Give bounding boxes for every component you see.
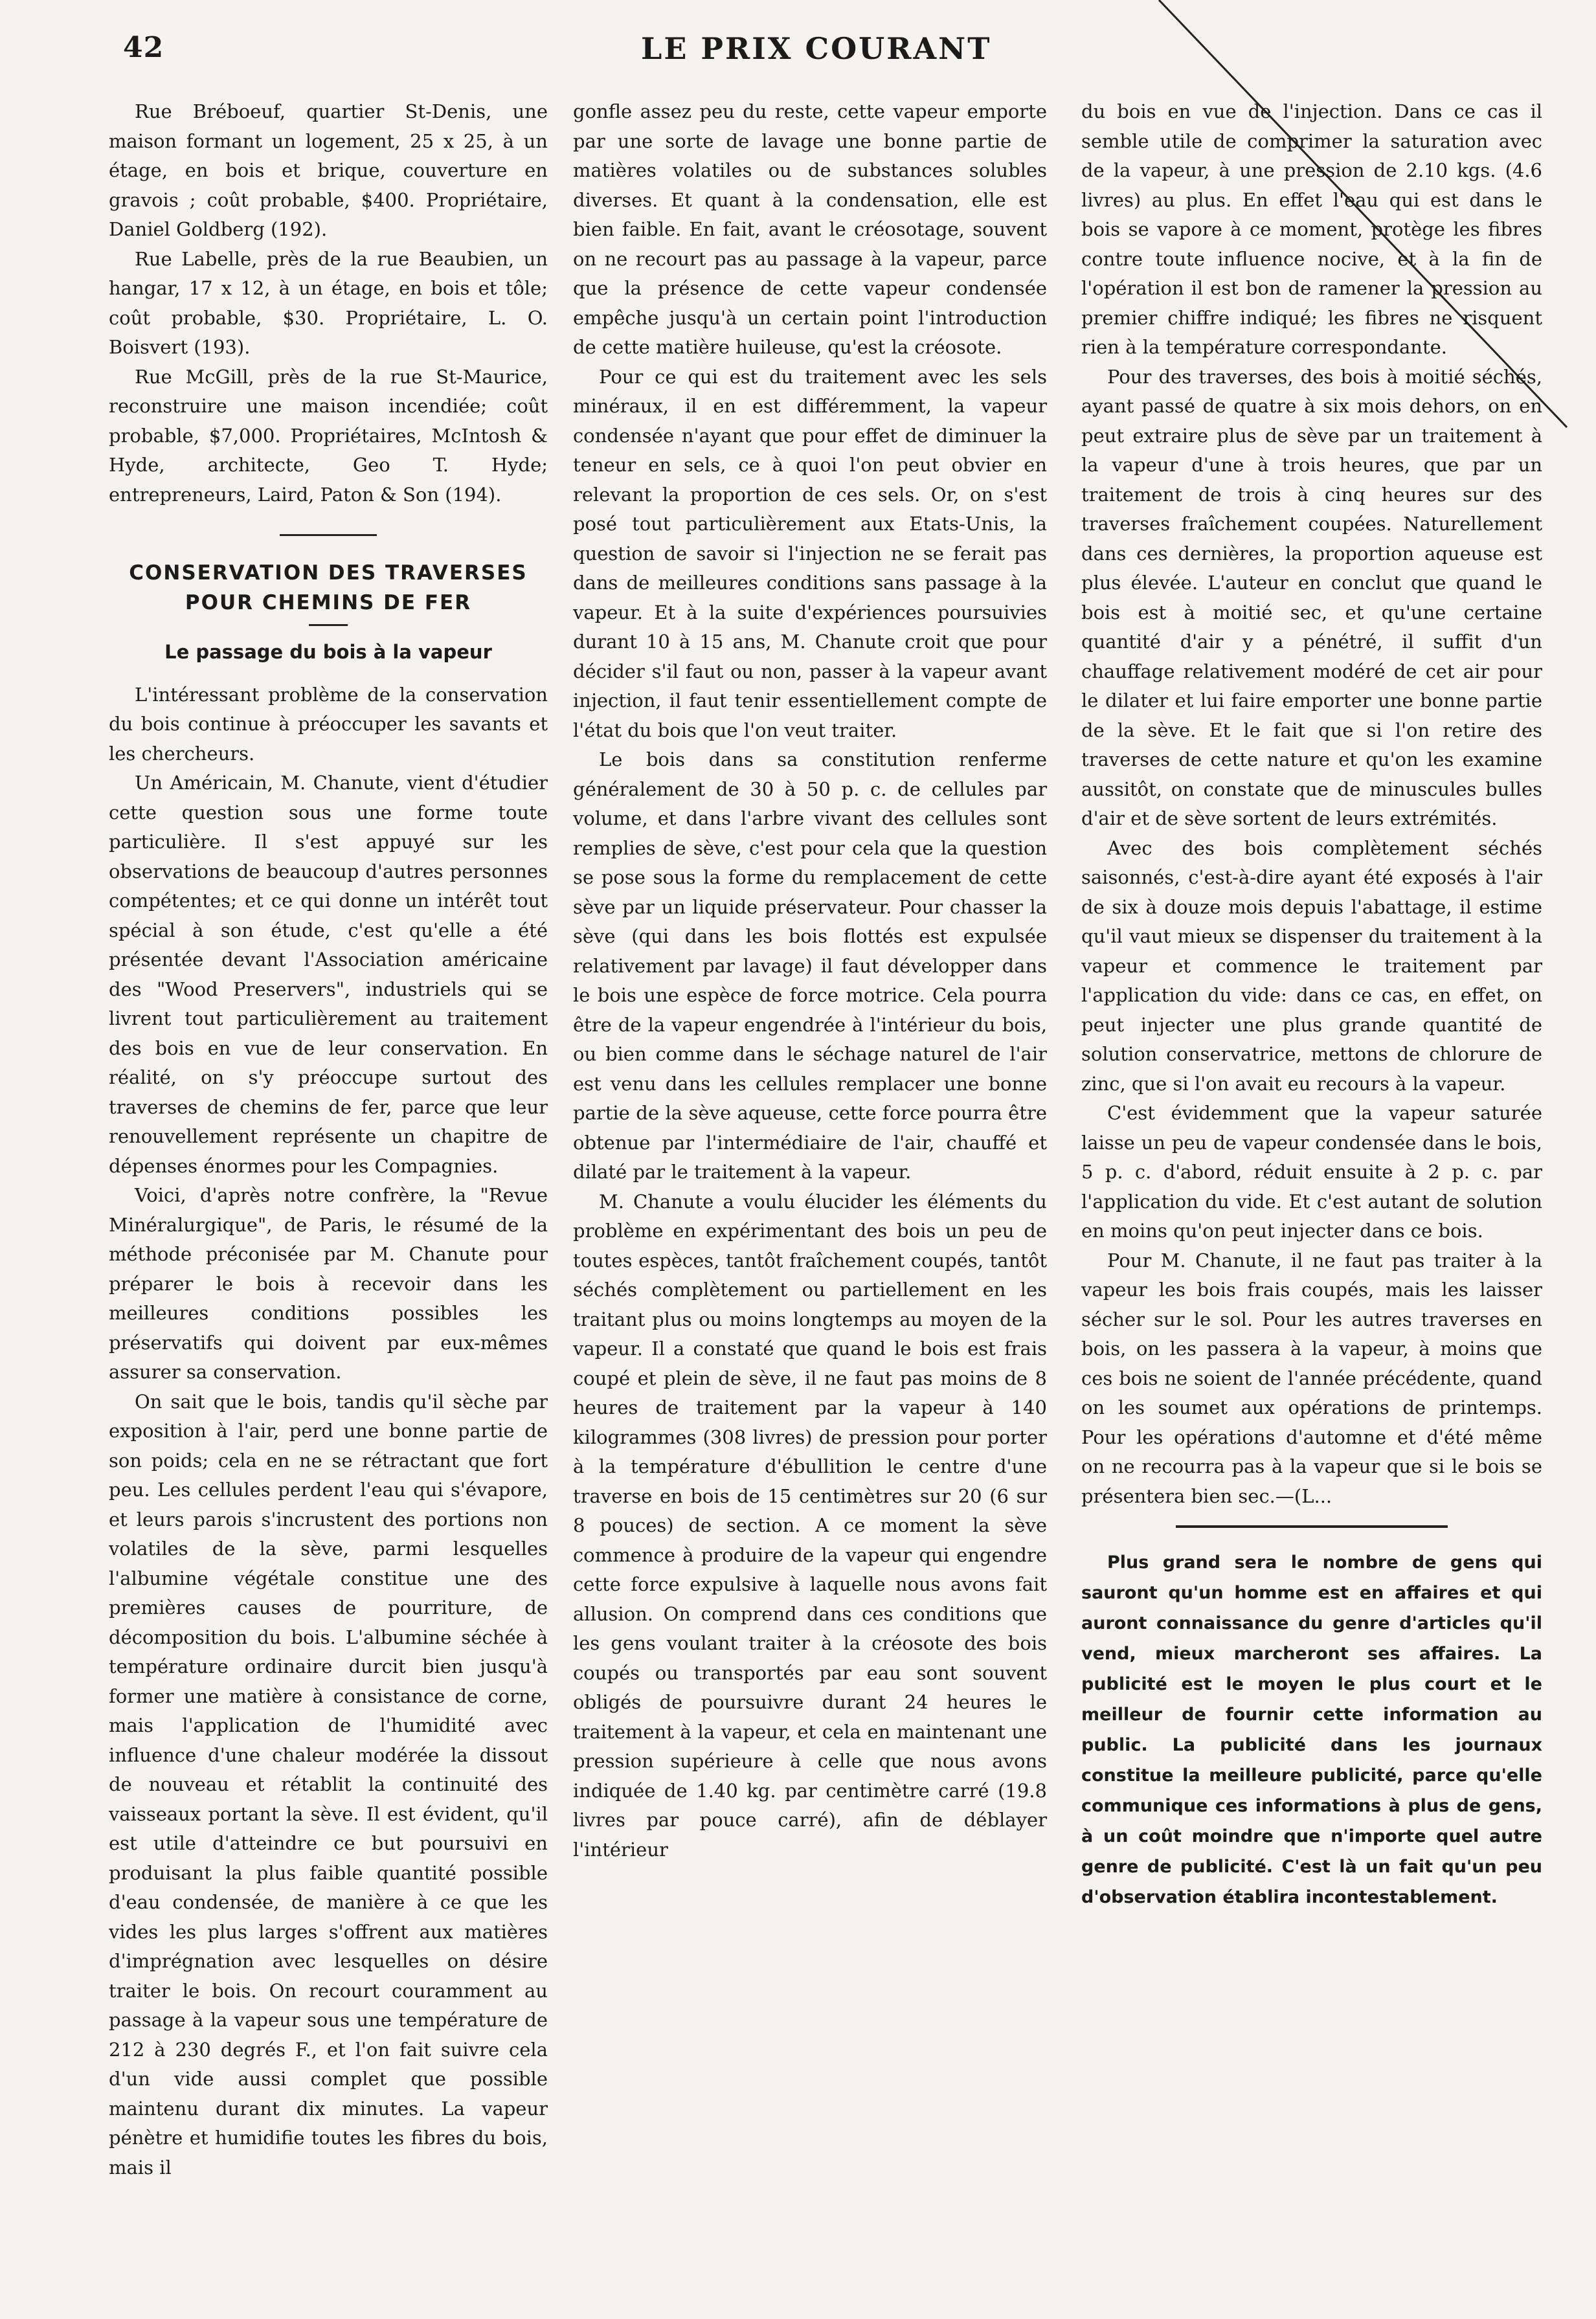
article-paragraph: Avec des bois complètement séchés saisonnés, c'est-à-dire ayant été exposés à l'air de six à douze mois depuis l'abattage, il estime qu'il vaut mieux se dispenser du traitement à la vapeur et commence le traitement par l'application du vide: dans ce cas, en effet, on peut injecter une plus grande quantité de solution conservatrice, mettons de chlorure de zinc, que si l'on avait eu recours à la vapeur. <box>1081 836 1542 1095</box>
article-subtitle: Le passage du bois à la vapeur <box>164 641 492 663</box>
article-paragraph: Voici, d'après notre confrère, la "Revue Minéralurgique", de Paris, le résumé de la méthode préconisée par M. Chanute pour préparer le bois à recevoir dans les meilleures conditions possibles les préservatifs qui doivent par eux-mêmes assurer sa conservation. <box>109 1184 548 1383</box>
building-notice: Rue McGill, près de la rue St-Maurice, reconstruire une maison incendiée; coût probable, $7,000. Propriétaires, McIntosh & Hyde, architecte, Geo T. Hyde; entrepreneurs, Laird, Paton & Son (194). <box>109 365 548 506</box>
advertisement-divider <box>1176 1525 1448 1528</box>
article-title <box>109 558 548 618</box>
title-divider <box>309 624 348 626</box>
page-number: 42 <box>123 31 164 64</box>
article-title-line2: POUR CHEMINS DE FER <box>185 591 472 614</box>
page-header <box>0 31 1596 70</box>
article-paragraph: du bois en vue de l'injection. Dans ce cas il semble utile de comprimer la saturation avec de la vapeur, à une pression de 2.10 kgs. (4.6 livres) au plus. En effet l'eau qui est dans le bois se vapore à ce moment, protège les fibres contre toute influence nocive, et à la fin de l'opération il est bon de ramener la pression au premier chiffre indiqué; les fibres ne risquent rien à la température correspondante. <box>1081 100 1542 358</box>
section-divider <box>280 534 377 536</box>
article-paragraph: M. Chanute a voulu élucider les éléments du problème en expérimentant des bois un peu de toutes espèces, tantôt fraîchement coupés, tantôt séchés complètement ou partiellement en les traitant plus ou moins longtemps au moyen de la vapeur. Il a constaté que quand le bois est frais coupé et plein de sève, il ne faut pas moins de 8 heures de traitement par la vapeur à 140 kilogrammes (308 livres) de pression pour porter à la température d'ébullition le centre d'une traverse en bois de 15 centimètres sur 20 (6 sur 8 pouces) de section. A ce moment la sève commence à produire de la vapeur qui engendre cette force expulsive à laquelle nous avons fait allusion. On comprend dans ces conditions que les gens voulant traiter à la créosote des bois coupés ou transportés par eau sont souvent obligés de poursuivre durant 24 heures le traitement à la vapeur, et cela en maintenant une pression supérieure à celle que nous avons indiquée de 1.40 kg. par centimètre carré (19.8 livres par pouce carré), afin de déblayer l'intérieur <box>573 1190 1047 1861</box>
advertisement-text: Plus grand sera le nombre de gens qui sauront qu'un homme est en affaires et qui auront connaissance du genre d'articles qu'il vend, mieux marcheront ses affaires. La publicité est le moyen le plus court et le meilleur de fournir cette information au public. La publicité dans les journaux constitue la meilleure publicité, parce qu'elle communique ces informations à plus de gens, à un coût moindre que n'importe quel autre genre de publicité. C'est là un fait qu'un peu d'observation établira incontestablement. <box>1081 1552 1542 1907</box>
article-paragraph: Pour ce qui est du traitement avec les sels minéraux, il en est différemment, la vapeur condensée n'ayant que pour effet de diminuer la teneur en sels, ce à quoi l'on peut obvier en relevant la proportion de ces sels. Or, on s'est posé tout particulièrement aux Etats-Unis, la question de savoir si l'injection ne se ferait pas dans de meilleures conditions sans passage à la vapeur. Et à la suite d'expériences poursuivies durant 10 à 15 ans, M. Chanute croit que pour décider s'il faut ou non, passer à la vapeur avant injection, il faut tenir essentiellement compte de l'état du bois que l'on veut traiter. <box>573 365 1047 741</box>
article-paragraph: Un Américain, M. Chanute, vient d'étudier cette question sous une forme toute particulière. Il s'est appuyé sur les observations de beaucoup d'autres personnes compétentes; et ce qui donne un intérêt tout spécial à son étude, c'est qu'elle a été présentée devant l'Association américaine des "Wood Preservers", industriels qui se livrent tout particulièrement au traitement des bois en vue de leur conservation. En réalité, on s'y préoccupe surtout des traverses de chemins de fer, parce que leur renouvellement représente un chapitre de dépenses énormes pour les Compagnies. <box>109 772 548 1177</box>
article-paragraph: gonfle assez peu du reste, cette vapeur emporte par une sorte de lavage une bonne partie de matières volatiles ou de substances solubles diverses. Et quant à la condensation, elle est bien faible. En fait, avant le créosotage, souvent on ne recourt pas au passage à la vapeur, parce que la présence de cette vapeur condensée empêche jusqu'à un certain point l'introduction de cette matière huileuse, qu'est la créosote. <box>573 100 1047 358</box>
building-notice: Rue Labelle, près de la rue Beaubien, un hangar, 17 x 12, à un étage, en bois et tôle; coût probable, $30. Propriétaire, L. O. Boisvert (193). <box>109 247 548 358</box>
article-paragraph: Pour des traverses, des bois à moitié séchés, ayant passé de quatre à six mois dehors, on en peut extraire plus de sève par un traitement à la vapeur d'une à trois heures, que par un traitement de trois à cinq heures sur des traverses fraîchement coupées. Naturellement dans ces dernières, la proportion aqueuse est plus élevée. L'auteur en conclut que quand le bois est à moitié sec, et qu'une certaine quantité d'air y a pénétré, il suffit d'un chauffage relativement modéré de cet air pour le dilater et lui faire emporter une bonne partie de la sève. Et le fait que si l'on retire des traverses de cette nature et qu'on les examine aussitôt, on constate que de minuscules bulles d'air et de sève sortent de leurs extrémités. <box>1081 365 1542 829</box>
article-paragraph: C'est évidemment que la vapeur saturée laisse un peu de vapeur condensée dans le bois, 5 p. c. d'abord, réduit ensuite à 2 p. c. par l'application du vide. Et c'est autant de solution en moins qu'on peut injecter dans ce bois. <box>1081 1102 1542 1242</box>
building-notice: Rue Bréboeuf, quartier St-Denis, une maison formant un logement, 25 x 25, à un étage, en bois et brique, couverture en gravois ; coût probable, $400. Propriétaire, Daniel Goldberg (192). <box>109 100 548 240</box>
column-2 <box>573 97 1047 1865</box>
article-paragraph: Pour M. Chanute, il ne faut pas traiter à la vapeur les bois frais coupés, mais les laisser sécher sur le sol. Pour les autres traverses en bois, on les passera à la vapeur, à moins que ces bois ne soient de l'année précédente, quand on les soumet aux opérations de printemps. Pour les opérations d'automne et d'été même on ne recourra pas à la vapeur que si le bois se présentera bien sec.—(L... <box>1081 1249 1542 1507</box>
article-paragraph: L'intéressant problème de la conservation du bois continue à préoccuper les savants et les chercheurs. <box>109 683 548 765</box>
article-title-line1: CONSERVATION DES TRAVERSES <box>129 561 528 585</box>
column-1 <box>109 97 548 2182</box>
article-paragraph: On sait que le bois, tandis qu'il sèche par exposition à l'air, perd une bonne partie de son poids; cela en ne se rétractant que fort peu. Les cellules perdent l'eau qui s'évapore, et leurs parois s'incrustent des portions non volatiles de la sève, parmi lesquelles l'albumine végétale constitue une des premières causes de pourriture, de décomposition du bois. L'albumine séchée à température ordinaire durcit bien jusqu'à former une matière à consistance de corne, mais l'application de l'humidité avec influence d'une chaleur modérée la dissout de nouveau et rétablit la continuité des vaisseaux portant la sève. Il est évident, qu'il est utile d'atteindre ce but poursuivi en produisant la plus faible quantité possible d'eau condensée, de manière à ce que les vides les plus larges s'offrent aux matières d'imprégnation avec lesquelles on désire traiter le bois. On recourt couramment au passage à la vapeur sous une température de 212 à 230 degrés F., et l'on fait suivre cela d'un vide aussi complet que possible maintenu durant dix minutes. La vapeur pénètre et humidifie toutes les fibres du bois, mais il <box>109 1390 548 2179</box>
article-paragraph: Le bois dans sa constitution renferme généralement de 30 à 50 p. c. de cellules par volume, et dans l'arbre vivant des cellules sont remplies de sève, c'est pour cela que la question se pose sous la forme du remplacement de cette sève par un liquide préservateur. Pour chasser la sève (qui dans les bois flottés est expulsée relativement par lavage) il faut développer dans le bois une espèce de force motrice. Cela pourra être de la vapeur engendrée à l'intérieur du bois, ou bien comme dans le séchage naturel de l'air est venu dans les cellules remplacer une bonne partie de la sève aqueuse, cette force pourra être obtenue par l'intermédiaire de l'air, chauffé et dilaté par le traitement à la vapeur. <box>573 748 1047 1183</box>
column-3 <box>1081 97 1542 1912</box>
running-title: LE PRIX COURANT <box>641 31 992 66</box>
